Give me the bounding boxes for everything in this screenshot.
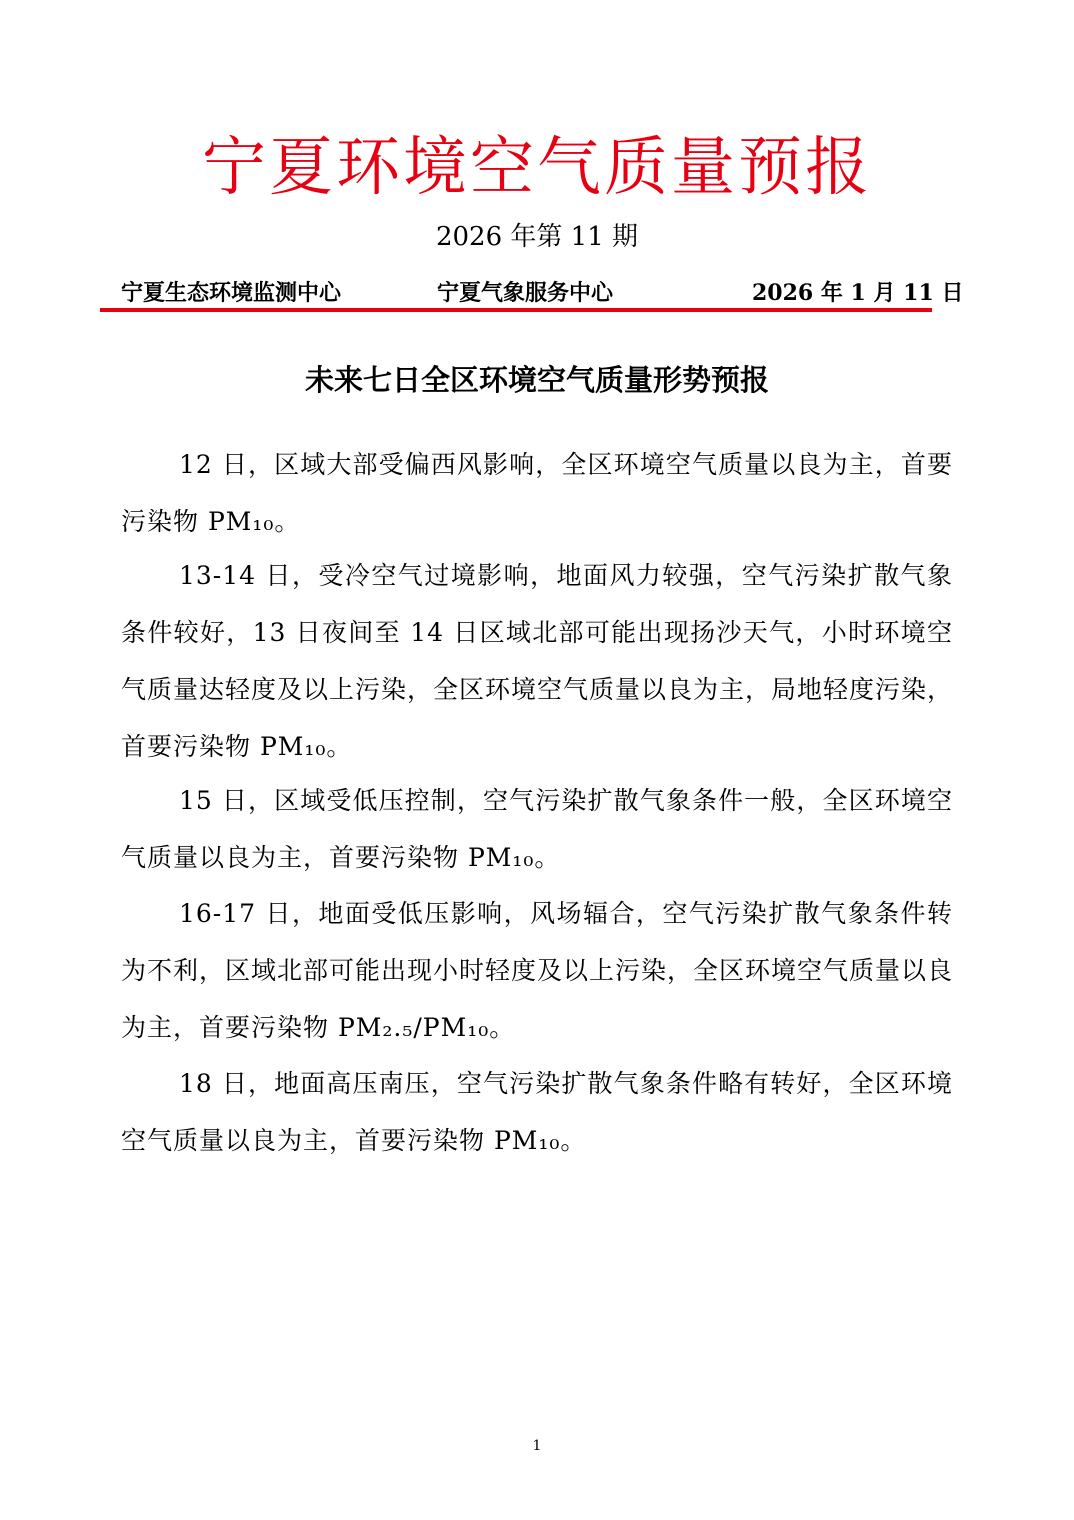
issue-number: 2026 年第 11 期 <box>435 222 639 252</box>
section-title: 未来七日全区环境空气质量形势预报 <box>304 363 769 397</box>
forecast-paragraph-16-17: 16-17 日，地面受低压影响，风场辐合，空气污染扩散气象条件转为不利，区域北部可能出现小时轻度及以上污染，全区环境空气质量以良为主，首要污染物 PM₂.₅/PM₁₀。 <box>121 899 954 1042</box>
forecast-paragraph-12: 12 日，区域大部受偏西风影响，全区环境空气质量以良为主，首要污染物 PM₁₀。 <box>121 450 953 536</box>
forecast-paragraph-18: 18 日，地面高压南压，空气污染扩散气象条件略有转好，全区环境空气质量以良为主，首要污染物 PM₁₀。 <box>121 1069 953 1155</box>
forecast-paragraph-13-14: 13-14 日，受冷空气过境影响，地面风力较强，空气污染扩散气象条件较好，13 日夜间至 14 日区域北部可能出现扬沙天气，小时环境空气质量达轻度及以上污染，全区环境空气质量以良为主，局地轻度污染，首要污染物 PM₁₀。 <box>121 561 954 761</box>
issue-date: 2026 年 1 月 11 日 <box>752 280 964 306</box>
header-divider <box>100 308 932 312</box>
issuer-monitoring-center: 宁夏生态环境监测中心 <box>121 280 342 306</box>
forecast-paragraph-15: 15 日，区域受低压控制，空气污染扩散气象条件一般，全区环境空气质量以良为主，首要污染物 PM₁₀。 <box>121 786 953 872</box>
page-number: 1 <box>532 1438 542 1454</box>
issuer-meteorological-center: 宁夏气象服务中心 <box>437 280 614 306</box>
report-title: 宁夏环境空气质量预报 <box>202 131 872 205</box>
